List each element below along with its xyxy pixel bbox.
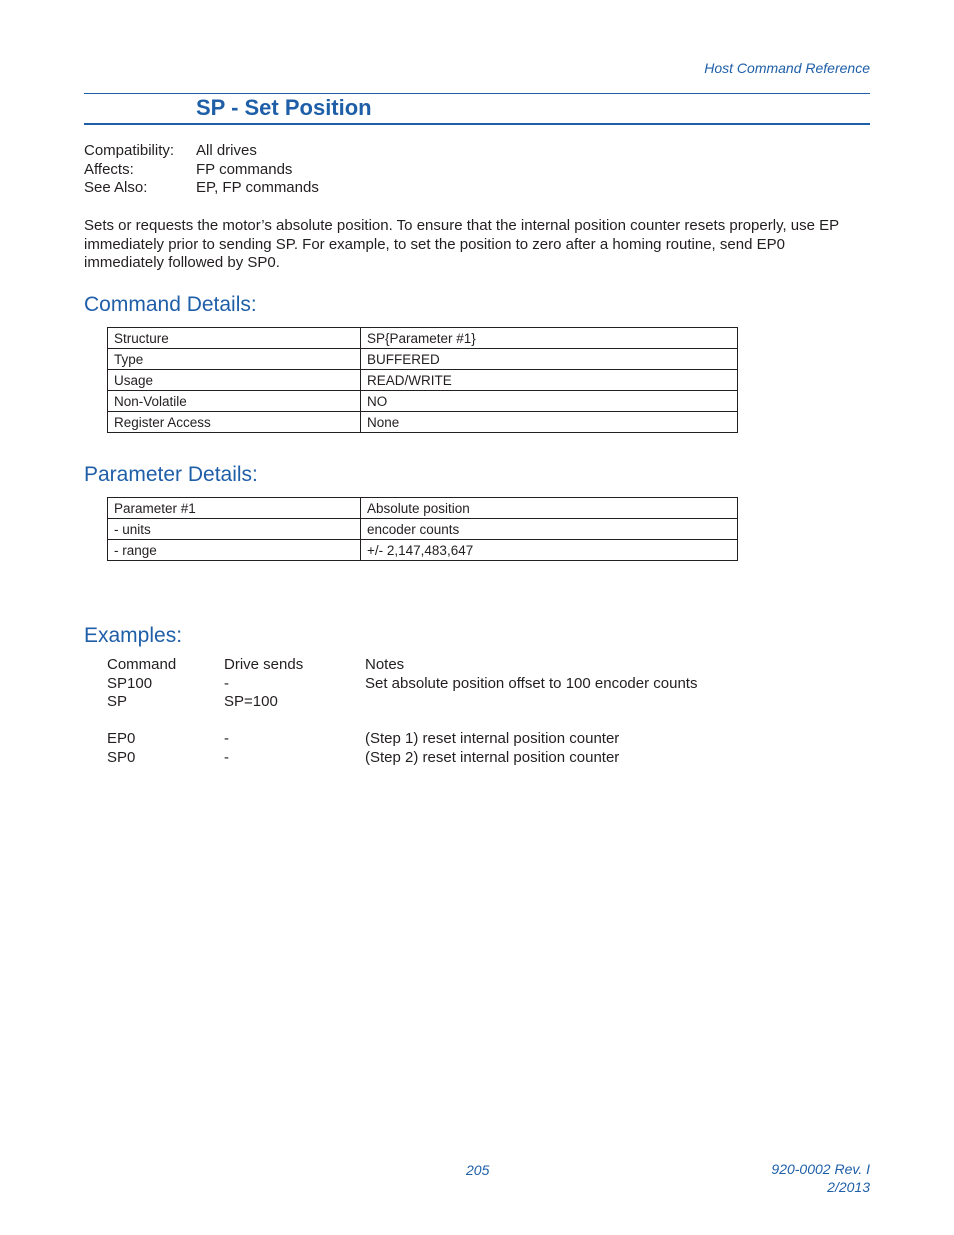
title-rule-bottom [84,123,870,125]
parameter-details-table [107,497,738,561]
meta-value: All drives [196,142,257,159]
list-item [107,675,697,694]
table-cell-value: None [361,412,738,433]
doc-number: 920-0002 Rev. I [771,1161,870,1177]
example-drive-sends: SP=100 [224,693,278,710]
example-notes: Set absolute position offset to 100 encoder counts [365,674,698,692]
table-cell-key: Register Access [108,412,361,433]
command-details-table [107,327,738,433]
page-title: SP - Set Position [196,95,372,120]
meta-row-compatibility [84,142,319,161]
example-notes: (Step 1) reset internal position counter [365,730,620,747]
example-drive-sends: - [224,674,229,692]
table-cell-key: Usage [108,370,361,391]
table-cell-value: READ/WRITE [361,370,738,391]
examples-column-header: Command [107,656,177,673]
table-cell-key: Structure [108,328,361,349]
examples-heading: Examples: [84,624,183,647]
meta-label: Compatibility: [84,142,175,159]
table-cell-key: - units [108,519,361,540]
doc-revision [771,1160,870,1196]
table-cell-value: NO [361,391,738,412]
table-row [108,498,738,519]
page-number: 205 [466,1162,490,1178]
description: Sets or requests the motor’s absolute position. To ensure that the internal position counter resets properly, use EP immediately prior to sending SP. For example, to set the position to zero after a homing routine, send EP0 immediately followed by SP0. [84,217,839,271]
examples-spacer [107,712,697,731]
example-drive-sends: - [224,748,229,766]
table-cell-value: encoder counts [361,519,738,540]
example-notes: (Step 2) reset internal position counter [365,748,620,766]
meta-label: Affects: [84,160,134,178]
list-item [107,730,697,749]
examples-header-row [107,656,697,675]
example-command: SP0 [107,748,136,766]
table-row [108,328,738,349]
table-row [108,540,738,561]
table-cell-key: Non-Volatile [108,391,361,412]
meta-value: FP commands [196,160,293,178]
meta-row-see-also [84,179,319,198]
examples-column-header: Notes [365,656,405,673]
table-cell-value: SP{Parameter #1} [361,328,738,349]
meta-row-affects [84,161,319,180]
parameter-details-heading: Parameter Details: [84,463,258,486]
command-details-heading: Command Details: [84,293,257,316]
example-drive-sends: - [224,730,229,747]
table-cell-key: Type [108,349,361,370]
examples-column-header: Drive sends [224,656,304,673]
table-cell-value: +/- 2,147,483,647 [361,540,738,561]
meta-block [84,142,319,198]
table-row [108,370,738,391]
list-item [107,749,697,768]
example-command: SP [107,693,128,710]
example-command: EP0 [107,730,136,747]
table-row [108,391,738,412]
meta-value: EP, FP commands [196,179,319,196]
table-row [108,519,738,540]
running-header: Host Command Reference [704,60,870,76]
table-cell-value: Absolute position [361,498,738,519]
table-cell-value: BUFFERED [361,349,738,370]
example-command: SP100 [107,674,153,692]
table-row [108,412,738,433]
table-row [108,349,738,370]
table-cell-key: Parameter #1 [108,498,361,519]
list-item [107,693,697,712]
table-cell-key: - range [108,540,361,561]
meta-label: See Also: [84,179,148,196]
examples-list [107,656,697,767]
doc-date: 2/2013 [827,1179,870,1195]
